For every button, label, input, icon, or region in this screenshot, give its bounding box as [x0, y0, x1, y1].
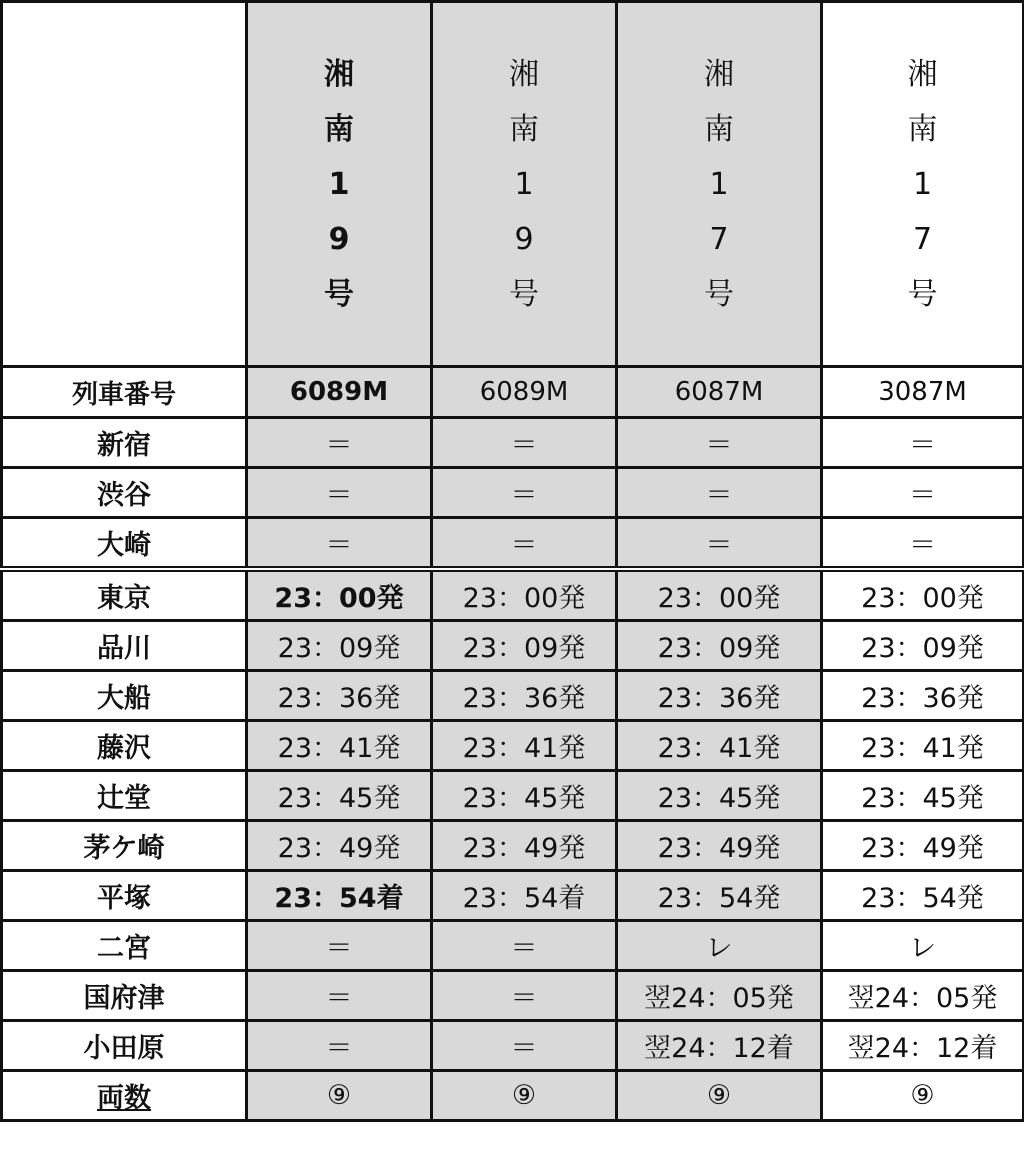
- station-name: 辻堂: [2, 771, 247, 821]
- train-name-char: 7: [912, 221, 933, 257]
- train-name-char: 湘: [704, 56, 734, 92]
- time-cell: 23：36発: [822, 671, 1024, 721]
- station-name: 両数: [2, 1071, 247, 1121]
- station-name: 東京: [2, 569, 247, 621]
- train-name-char: 号: [704, 276, 734, 312]
- train-name-char: 南: [324, 111, 354, 147]
- time-cell: 23：41発: [247, 721, 432, 771]
- time-cell: 23：09発: [822, 621, 1024, 671]
- train-number-label: 列車番号: [2, 367, 247, 418]
- time-cell: 23：36発: [247, 671, 432, 721]
- time-cell: ＝: [432, 1021, 617, 1071]
- station-row: [2, 921, 1024, 971]
- time-cell: 翌24：05発: [617, 971, 822, 1021]
- time-cell: ⑨: [617, 1071, 822, 1121]
- train-name-cell-1: [247, 2, 432, 367]
- train-number-cell: 3087M: [822, 367, 1024, 418]
- train-name-char: 南: [907, 111, 938, 147]
- time-cell: ＝: [432, 971, 617, 1021]
- time-cell: ＝: [247, 468, 432, 518]
- station-name: 藤沢: [2, 721, 247, 771]
- time-cell: レ: [822, 921, 1024, 971]
- train-name-char: 湘: [509, 56, 539, 92]
- station-row: [2, 1071, 1024, 1121]
- time-cell: 翌24：12着: [822, 1021, 1024, 1071]
- station-row: [2, 771, 1024, 821]
- time-cell: ＝: [822, 518, 1024, 570]
- time-cell: ＝: [617, 518, 822, 570]
- station-row: [2, 518, 1024, 570]
- time-cell: 23：00発: [822, 569, 1024, 621]
- station-name: 新宿: [2, 418, 247, 468]
- train-name-cell-4: [822, 2, 1024, 367]
- station-row: [2, 871, 1024, 921]
- train-name-vertical: [618, 47, 820, 322]
- train-name-vertical: [433, 47, 615, 322]
- time-cell: 23：45発: [247, 771, 432, 821]
- time-cell: 23：45発: [617, 771, 822, 821]
- train-number-cell: 6089M: [247, 367, 432, 418]
- time-cell: 23：49発: [822, 821, 1024, 871]
- time-cell: 翌24：05発: [822, 971, 1024, 1021]
- time-cell: ＝: [617, 468, 822, 518]
- time-cell: ＝: [432, 518, 617, 570]
- station-row: [2, 468, 1024, 518]
- time-cell: ⑨: [822, 1071, 1024, 1121]
- station-row: [2, 721, 1024, 771]
- time-cell: ＝: [432, 921, 617, 971]
- station-rows: [2, 418, 1024, 1121]
- station-row: [2, 971, 1024, 1021]
- train-name-char: 7: [709, 221, 729, 257]
- train-name-cell-3: [617, 2, 822, 367]
- time-cell: ＝: [247, 518, 432, 570]
- time-cell: 23：36発: [432, 671, 617, 721]
- time-cell: ＝: [432, 418, 617, 468]
- time-cell: 翌24：12着: [617, 1021, 822, 1071]
- time-cell: 23：45発: [432, 771, 617, 821]
- train-name-vertical: [823, 47, 1022, 322]
- train-name-row: [2, 2, 1024, 367]
- station-name: 茅ケ崎: [2, 821, 247, 871]
- station-row: [2, 671, 1024, 721]
- time-cell: ＝: [432, 468, 617, 518]
- station-name: 国府津: [2, 971, 247, 1021]
- time-cell: 23：09発: [617, 621, 822, 671]
- time-cell: ＝: [247, 1021, 432, 1071]
- train-name-char: 湘: [324, 56, 354, 92]
- time-cell: 23：00発: [617, 569, 822, 621]
- train-name-char: 1: [709, 166, 729, 202]
- time-cell: 23：00発: [432, 569, 617, 621]
- station-name: 大船: [2, 671, 247, 721]
- time-cell: ＝: [247, 971, 432, 1021]
- time-cell: 23：09発: [247, 621, 432, 671]
- station-name: 平塚: [2, 871, 247, 921]
- station-row: [2, 418, 1024, 468]
- train-name-char: 南: [509, 111, 539, 147]
- time-cell: 23：41発: [617, 721, 822, 771]
- train-number-row: [2, 367, 1024, 418]
- time-cell: 23：09発: [432, 621, 617, 671]
- time-cell: ＝: [822, 468, 1024, 518]
- time-cell: 23：36発: [617, 671, 822, 721]
- time-cell: ＝: [617, 418, 822, 468]
- time-cell: 23：41発: [432, 721, 617, 771]
- train-name-char: 9: [514, 221, 534, 257]
- time-cell: 23：41発: [822, 721, 1024, 771]
- train-name-char: 9: [328, 221, 350, 257]
- station-row: [2, 821, 1024, 871]
- time-cell: 23：49発: [432, 821, 617, 871]
- time-cell: 23：45発: [822, 771, 1024, 821]
- station-name: 渋谷: [2, 468, 247, 518]
- time-cell: 23：54発: [822, 871, 1024, 921]
- station-name: 二宮: [2, 921, 247, 971]
- station-row: [2, 1021, 1024, 1071]
- time-cell: ＝: [247, 921, 432, 971]
- station-name: 品川: [2, 621, 247, 671]
- time-cell: ＝: [822, 418, 1024, 468]
- train-name-char: 号: [324, 276, 354, 312]
- train-name-char: 1: [912, 166, 933, 202]
- train-number-cell: 6089M: [432, 367, 617, 418]
- train-name-char: 号: [907, 276, 938, 312]
- time-cell: 23：49発: [617, 821, 822, 871]
- train-name-char: 1: [514, 166, 534, 202]
- time-cell: 23：54着: [432, 871, 617, 921]
- train-name-char: 1: [328, 166, 350, 202]
- time-cell: ⑨: [432, 1071, 617, 1121]
- train-name-char: 号: [509, 276, 539, 312]
- station-row: [2, 621, 1024, 671]
- train-name-cell-2: [432, 2, 617, 367]
- time-cell: 23：49発: [247, 821, 432, 871]
- time-cell: 23：54発: [617, 871, 822, 921]
- station-name: 大崎: [2, 518, 247, 570]
- train-number-cell: 6087M: [617, 367, 822, 418]
- corner-cell: [2, 2, 247, 367]
- train-name-char: 南: [704, 111, 734, 147]
- time-cell: ＝: [247, 418, 432, 468]
- train-name-char: 湘: [907, 56, 938, 92]
- train-name-vertical: [248, 47, 430, 322]
- time-cell: 23：54着: [247, 871, 432, 921]
- station-row: [2, 569, 1024, 621]
- time-cell: ⑨: [247, 1071, 432, 1121]
- station-name: 小田原: [2, 1021, 247, 1071]
- time-cell: 23：00発: [247, 569, 432, 621]
- time-cell: レ: [617, 921, 822, 971]
